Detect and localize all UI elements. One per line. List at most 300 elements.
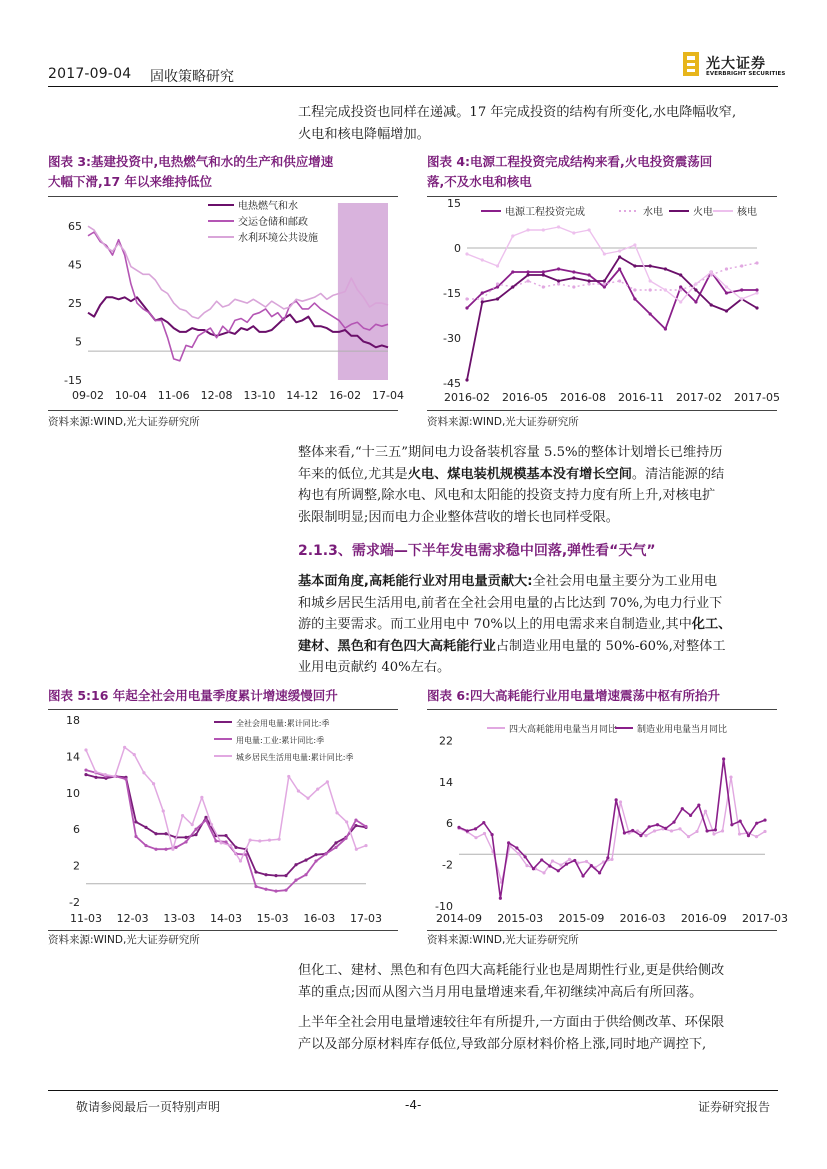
data-point	[496, 285, 499, 288]
data-point	[603, 252, 606, 255]
data-point	[712, 832, 715, 835]
data-point	[94, 770, 97, 773]
legend-label: 城乡居民生活用电量:累计同比:季	[236, 753, 354, 762]
figure-5-bottom-rule	[48, 930, 398, 931]
footer-report-type: 证券研究报告	[698, 1100, 771, 1114]
legend-label: 电源工程投资完成	[505, 207, 585, 218]
y-tick-label: 10	[66, 786, 80, 800]
x-tick-label: 13-10	[243, 389, 276, 402]
data-point	[113, 775, 116, 778]
data-point	[287, 775, 290, 778]
data-point	[304, 873, 307, 876]
data-point	[297, 789, 300, 792]
data-point	[274, 889, 277, 892]
figure-4-bottom-rule	[427, 410, 777, 411]
data-point	[588, 228, 591, 231]
data-point	[224, 840, 227, 843]
figure-3-bottom-rule	[48, 410, 398, 411]
data-point	[664, 827, 667, 830]
data-point	[763, 830, 766, 833]
legend-label: 交运仓储和邮政	[238, 217, 308, 228]
x-tick-label: 12-08	[200, 389, 233, 402]
data-point	[598, 871, 601, 874]
data-point	[457, 826, 460, 829]
data-point	[184, 840, 187, 843]
legend-label: 电热燃气和水	[238, 201, 298, 212]
data-point	[465, 297, 468, 300]
data-point	[314, 853, 317, 856]
data-point	[755, 291, 758, 294]
data-point	[526, 279, 529, 282]
data-point	[618, 255, 621, 258]
paragraph-line: 火电和核电降幅增加。	[298, 126, 430, 142]
data-point	[306, 797, 309, 800]
data-point	[496, 282, 499, 285]
data-point	[191, 823, 194, 826]
data-point	[679, 300, 682, 303]
y-tick-label: 18	[66, 714, 80, 727]
data-point	[234, 846, 237, 849]
x-tick-label: 2014-09	[436, 912, 482, 925]
data-point	[511, 270, 514, 273]
data-point	[739, 820, 742, 823]
series-line	[459, 759, 765, 898]
legend-label: 水利环境公共设施	[238, 233, 318, 244]
data-point	[507, 841, 510, 844]
data-point	[542, 273, 545, 276]
data-point	[559, 864, 562, 867]
section-heading: 2.1.3、需求端—下半年发电需求稳中回落,弹性看“天气”	[298, 543, 656, 559]
data-point	[244, 853, 247, 856]
y-tick-label: 14	[66, 750, 80, 764]
data-point	[755, 835, 758, 838]
paragraph-line	[298, 614, 778, 636]
data-point	[511, 234, 514, 237]
data-point	[631, 829, 634, 832]
data-point	[220, 841, 223, 844]
data-point	[345, 820, 348, 823]
data-point	[585, 860, 588, 863]
paragraph-line	[298, 464, 778, 486]
paragraph-line: 革的重点;因而从图六当月用电量增速来看,年初继续冲高后有所回落。	[298, 984, 703, 1000]
x-tick-label: 2016-05	[502, 391, 548, 404]
data-point	[84, 773, 87, 776]
brand-logo-icon	[683, 52, 699, 76]
data-point	[618, 249, 621, 252]
data-point	[239, 859, 242, 862]
data-point	[184, 836, 187, 839]
data-point	[274, 874, 277, 877]
data-point	[481, 297, 484, 300]
paragraph-line: 整体来看,“十三五”期间电力设备装机容量 5.5%的整体计划增长已维持历	[298, 445, 723, 460]
x-tick-label: 10-04	[114, 389, 147, 402]
data-point	[304, 859, 307, 862]
data-point	[134, 835, 137, 838]
data-point	[557, 225, 560, 228]
data-point	[481, 300, 484, 303]
report-category: 固收策略研究	[150, 69, 234, 85]
x-tick-label: 09-02	[72, 389, 104, 402]
data-point	[730, 823, 733, 826]
data-point	[557, 869, 560, 872]
paragraph-line: 构也有所调整,除水电、风电和太阳能的投资支持力度有所上升,对核电扩	[298, 488, 716, 503]
data-point	[526, 273, 529, 276]
data-point	[664, 267, 667, 270]
data-point	[649, 312, 652, 315]
figure-3-title	[48, 152, 333, 192]
paragraph-line: 和城乡居民生活用电,前者在全社会用电量的占比达到 70%,为电力行业下	[298, 595, 723, 611]
data-point	[540, 858, 543, 861]
data-point	[162, 809, 165, 812]
data-point	[284, 889, 287, 892]
data-point	[603, 279, 606, 282]
data-point	[664, 288, 667, 291]
data-point	[664, 327, 667, 330]
legend-label: 核电	[737, 207, 757, 218]
report-date: 2017-09-04	[48, 66, 132, 82]
data-point	[496, 264, 499, 267]
y-tick-label: 22	[439, 734, 453, 748]
emphasis-text: 化工、	[691, 617, 732, 632]
brand-name-cn: 光大证券	[706, 56, 766, 72]
y-tick-label: 6	[73, 823, 80, 837]
data-point	[606, 856, 609, 859]
paragraph-cyclical	[298, 960, 778, 1003]
data-point	[364, 844, 367, 847]
data-point	[354, 819, 357, 822]
data-point	[551, 859, 554, 862]
data-point	[738, 832, 741, 835]
data-point	[278, 838, 281, 841]
x-tick-label: 11-06	[157, 389, 190, 402]
text-span: 。清洁能源的结	[631, 466, 725, 482]
data-point	[672, 821, 675, 824]
y-tick-label: -2	[442, 858, 453, 872]
figure-title-line: 大幅下滑,17 年以来维持低位	[48, 174, 212, 189]
x-tick-label: 17-03	[350, 912, 382, 925]
data-point	[725, 267, 728, 270]
data-point	[354, 824, 357, 827]
y-tick-label: -15	[443, 287, 461, 300]
data-point	[474, 836, 477, 839]
data-point	[334, 841, 337, 844]
data-point	[481, 291, 484, 294]
data-point	[123, 746, 126, 749]
data-point	[722, 757, 725, 760]
data-point	[194, 828, 197, 831]
data-point	[490, 833, 493, 836]
data-point	[710, 303, 713, 306]
data-point	[164, 832, 167, 835]
y-tick-label: 25	[68, 297, 82, 311]
figure-6-source: 资料来源:WIND,光大证券研究所	[427, 934, 579, 946]
data-point	[618, 267, 621, 270]
data-point	[465, 378, 468, 381]
data-point	[572, 276, 575, 279]
x-tick-label: 11-03	[70, 912, 102, 925]
y-tick-label: 5	[75, 335, 82, 349]
figure-title-line: 落,不及水电和核电	[427, 174, 532, 189]
figure-6-title: 图表 6:四大高耗能行业用电量增速震荡中枢有所抬升	[427, 688, 721, 703]
data-point	[679, 273, 682, 276]
text-span: 全社会用电量主要分为工业用电	[532, 574, 718, 589]
figure-3-source: 资料来源:WIND,光大证券研究所	[48, 416, 200, 428]
data-point	[542, 871, 545, 874]
data-point	[104, 773, 107, 776]
page-number: -4-	[405, 1098, 422, 1112]
emphasis-text: 火电、煤电装机规模基本没有增长空间	[407, 466, 632, 482]
x-tick-label: 2017-03	[742, 912, 788, 925]
text-span: 游的主要需求。而工业用电中 70%以上的用电需求来自制造业,其中	[298, 617, 692, 632]
data-point	[610, 858, 613, 861]
figure-5-title: 图表 5:16 年起全社会用电量季度累计增速缓慢回升	[48, 688, 338, 703]
data-point	[603, 282, 606, 285]
data-point	[542, 270, 545, 273]
data-point	[525, 864, 528, 867]
data-point	[517, 852, 520, 855]
y-tick-label: -45	[443, 377, 461, 390]
data-point	[154, 832, 157, 835]
data-point	[725, 291, 728, 294]
data-point	[603, 285, 606, 288]
data-point	[465, 306, 468, 309]
data-point	[154, 848, 157, 851]
data-point	[678, 827, 681, 830]
data-point	[144, 844, 147, 847]
data-point	[210, 823, 213, 826]
data-point	[94, 776, 97, 779]
legend-label: 火电	[693, 207, 713, 218]
data-point	[171, 848, 174, 851]
data-point	[204, 819, 207, 822]
data-point	[697, 803, 700, 806]
data-point	[499, 897, 502, 900]
data-point	[84, 748, 87, 751]
x-tick-label: 2015-09	[558, 912, 605, 925]
figure-title-line: 图表 4:电源工程投资完成结构来看,火电投资震荡回	[427, 154, 713, 169]
data-point	[740, 288, 743, 291]
x-tick-label: 2017-02	[676, 391, 722, 404]
data-point	[649, 288, 652, 291]
x-tick-label: 14-12	[286, 389, 319, 402]
data-point	[224, 834, 227, 837]
data-point	[653, 829, 656, 832]
data-point	[725, 285, 728, 288]
data-point	[466, 829, 469, 832]
figure-6-bottom-rule	[427, 930, 777, 931]
legend-label: 制造业用电量当月同比	[637, 725, 728, 735]
figure-4-source: 资料来源:WIND,光大证券研究所	[427, 416, 579, 428]
data-point	[694, 288, 697, 291]
data-point	[334, 846, 337, 849]
data-point	[565, 862, 568, 865]
data-point	[572, 285, 575, 288]
paragraph-line: 张限制明显;因而电力企业整体营收的增长也同样受限。	[298, 509, 619, 525]
data-point	[648, 825, 651, 828]
y-tick-label: -15	[64, 374, 82, 387]
legend-label: 全社会用电量:累计同比:季	[236, 719, 330, 728]
data-point	[679, 288, 682, 291]
paragraph-line	[298, 636, 778, 658]
data-point	[670, 829, 673, 832]
data-point	[747, 834, 750, 837]
data-point	[254, 885, 257, 888]
paragraph-line: 产以及部分原材料库存低位,导致部分原材料价格上涨,同时地产调控下,	[298, 1036, 707, 1052]
data-point	[511, 285, 514, 288]
data-point	[721, 829, 724, 832]
data-point	[542, 228, 545, 231]
data-point	[755, 288, 758, 291]
data-point	[573, 859, 576, 862]
y-tick-label: 6	[446, 817, 453, 831]
paragraph-line: 业用电贡献约 40%左右。	[298, 660, 451, 675]
data-point	[465, 252, 468, 255]
x-tick-label: 16-02	[329, 389, 362, 402]
data-point	[710, 270, 713, 273]
data-point	[515, 846, 518, 849]
x-tick-label: 2017-05	[734, 391, 780, 404]
header-rule	[48, 86, 778, 87]
data-point	[474, 827, 477, 830]
data-point	[725, 309, 728, 312]
figure-title-line: 图表 3:基建投资中,电热燃气和水的生产和供应增速	[48, 154, 334, 169]
y-tick-label: 15	[447, 197, 461, 210]
legend-label: 四大高耗能用电量当月同比	[509, 725, 618, 735]
data-point	[324, 852, 327, 855]
figure-4-chart	[427, 197, 780, 407]
x-tick-label: 14-03	[210, 912, 242, 925]
data-point	[755, 822, 758, 825]
data-point	[229, 844, 232, 847]
emphasis-text: 建材、黑色和有色四大高耗能行业	[298, 638, 496, 654]
y-tick-label: 45	[68, 258, 82, 272]
data-point	[581, 874, 584, 877]
data-point	[714, 828, 717, 831]
data-point	[649, 279, 652, 282]
data-point	[483, 832, 486, 835]
x-tick-label: 16-03	[303, 912, 336, 925]
paragraph-line: 但化工、建材、黑色和有色四大高耗能行业也是周期性行业,更是供给侧改	[298, 963, 725, 978]
data-point	[316, 788, 319, 791]
data-point	[526, 270, 529, 273]
data-point	[142, 771, 145, 774]
data-point	[644, 834, 647, 837]
data-point	[649, 264, 652, 267]
y-tick-label: 2	[73, 859, 80, 873]
paragraph-first-half	[298, 1012, 778, 1055]
data-point	[84, 768, 87, 771]
y-tick-label: 65	[68, 220, 82, 234]
legend-label: 用电量:工业:累计同比:季	[236, 736, 325, 745]
data-point	[755, 306, 758, 309]
paragraph-top	[298, 102, 778, 145]
data-point	[344, 837, 347, 840]
data-point	[694, 300, 697, 303]
series-line	[86, 770, 366, 891]
data-point	[532, 867, 535, 870]
data-point	[588, 282, 591, 285]
data-point	[588, 273, 591, 276]
data-point	[656, 823, 659, 826]
paragraph-line: 上半年全社会用电量增速较往年有所提升,一方面由于供给侧改革、环保限	[298, 1015, 725, 1030]
footer-disclaimer: 敬请参阅最后一页特别声明	[76, 1100, 221, 1114]
brand-name-en: EVERBRIGHT SECURITIES	[706, 71, 786, 77]
y-tick-label: 14	[439, 775, 453, 789]
legend-label: 水电	[643, 207, 663, 218]
data-point	[268, 839, 271, 842]
data-point	[633, 264, 636, 267]
data-point	[568, 858, 571, 861]
data-point	[284, 874, 287, 877]
data-point	[204, 816, 207, 819]
data-point	[314, 859, 317, 862]
figure-6-chart	[427, 710, 788, 928]
data-point	[144, 826, 147, 829]
y-tick-label: -2	[69, 896, 80, 909]
data-point	[590, 864, 593, 867]
data-point	[694, 282, 697, 285]
data-point	[706, 829, 709, 832]
data-point	[548, 865, 551, 868]
data-point	[254, 870, 257, 873]
data-point	[481, 258, 484, 261]
data-point	[152, 782, 155, 785]
data-point	[355, 848, 358, 851]
paragraph-demand	[298, 571, 778, 679]
x-tick-label: 2016-08	[560, 391, 606, 404]
x-tick-label: 15-03	[256, 912, 289, 925]
data-point	[633, 243, 636, 246]
data-point	[689, 814, 692, 817]
x-tick-label: 2016-09	[680, 912, 727, 925]
x-tick-label: 17-04	[372, 389, 404, 402]
data-point	[526, 228, 529, 231]
data-point	[335, 811, 338, 814]
data-point	[639, 834, 642, 837]
series-line	[467, 227, 757, 302]
data-point	[482, 821, 485, 824]
emphasis-text: 基本面角度,高耗能行业对用电量贡献大:	[298, 574, 533, 589]
text-span: 占制造业用电量的 50%-60%,对整体工	[495, 638, 726, 654]
data-point	[633, 288, 636, 291]
data-point	[687, 835, 690, 838]
data-point	[542, 285, 545, 288]
data-point	[557, 282, 560, 285]
data-point	[258, 839, 261, 842]
x-tick-label: 13-03	[163, 912, 196, 925]
data-point	[214, 839, 217, 842]
data-point	[174, 846, 177, 849]
data-point	[326, 780, 329, 783]
data-point	[557, 279, 560, 282]
series-line	[86, 747, 366, 861]
data-point	[704, 810, 707, 813]
data-point	[264, 888, 267, 891]
data-point	[695, 830, 698, 833]
data-point	[294, 879, 297, 882]
data-point	[623, 831, 626, 834]
data-point	[755, 261, 758, 264]
data-point	[200, 796, 203, 799]
figure-4-title	[427, 152, 712, 192]
data-point	[264, 873, 267, 876]
data-point	[740, 297, 743, 300]
data-point	[524, 855, 527, 858]
data-point	[572, 231, 575, 234]
data-point	[681, 807, 684, 810]
data-point	[133, 753, 136, 756]
figure-3-chart	[48, 197, 404, 407]
